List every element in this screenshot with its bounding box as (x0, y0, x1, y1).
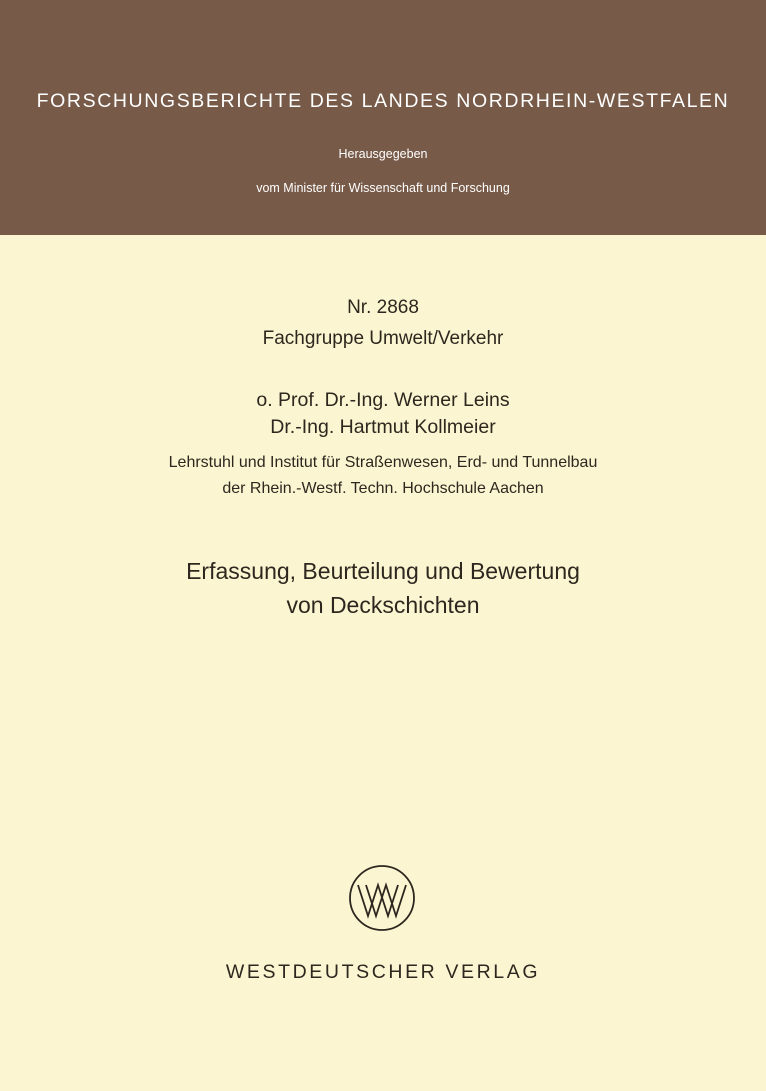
editor-line-1: Herausgegeben (338, 147, 428, 161)
series-title: FORSCHUNGSBERICHTE DES LANDES NORDRHEIN-WESTFALEN (36, 90, 730, 112)
header-band (0, 0, 766, 235)
editor-line-2: vom Minister für Wissenschaft und Forschung (256, 181, 510, 195)
report-number: Nr. 2868 (347, 297, 419, 318)
book-title-line-1: Erfassung, Beurteilung und Bewertung (186, 558, 580, 584)
institution-line-1: Lehrstuhl und Institut für Straßenwesen, Erd- und Tunnelbau (168, 454, 598, 471)
subject-group: Fachgruppe Umwelt/Verkehr (262, 328, 504, 349)
westdeutscher-verlag-logo-icon (348, 864, 416, 932)
book-title-line-2: von Deckschichten (286, 592, 480, 618)
author-2: Dr.-Ing. Hartmut Kollmeier (270, 416, 496, 438)
institution-line-2: der Rhein.-Westf. Techn. Hochschule Aachen (222, 480, 544, 497)
publisher-name: WESTDEUTSCHER VERLAG (225, 961, 541, 983)
author-1: o. Prof. Dr.-Ing. Werner Leins (256, 389, 510, 411)
